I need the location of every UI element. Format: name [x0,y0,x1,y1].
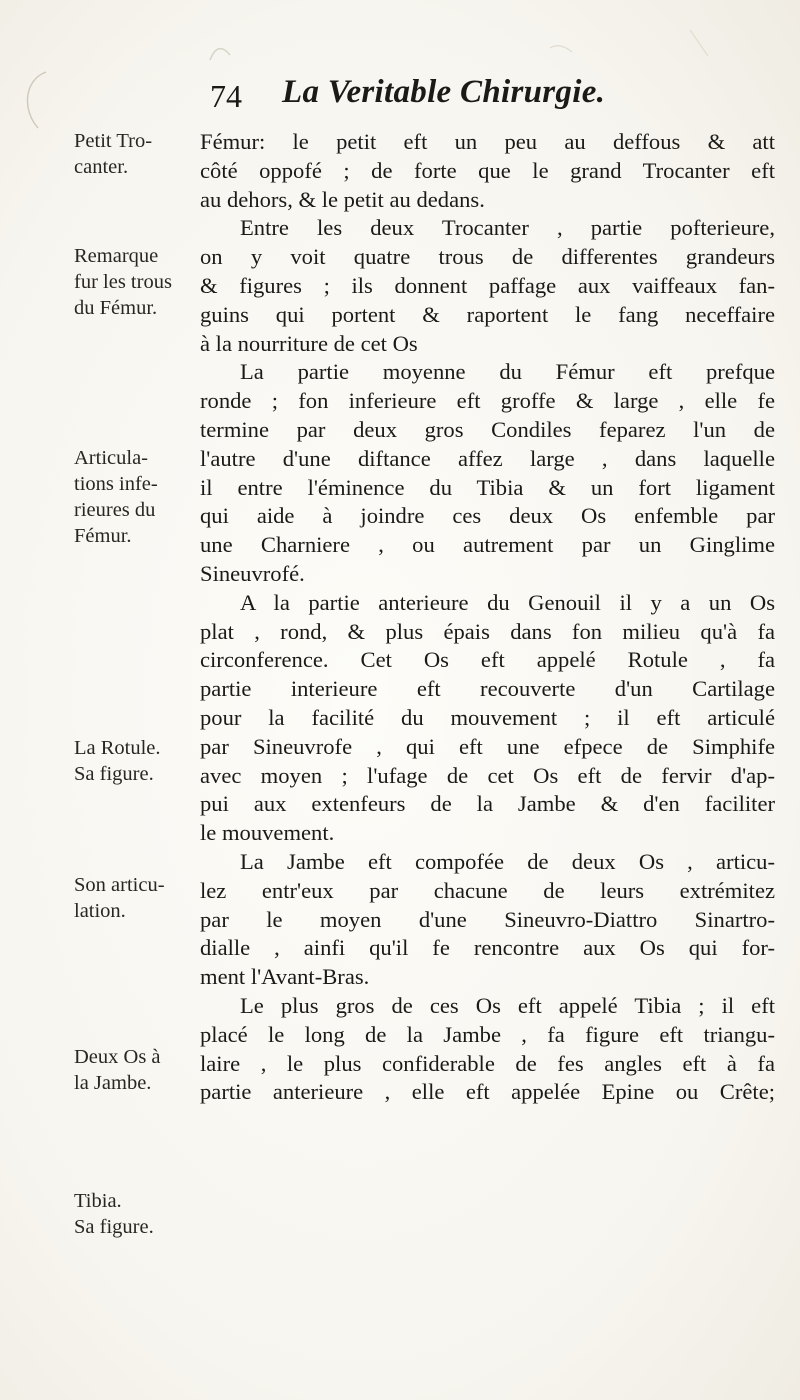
text-line: par le moyen d'une Sineuvro-Diattro Sinartro- [200,906,775,932]
text-line: partie interieure eft recouverte d'un Cartilage [200,676,775,702]
margin-note: Articula- tions infe- rieures du Fémur. [74,447,158,547]
text-line: une Charniere , ou autrement par un Ginglime [200,532,775,558]
text-line: La Jambe eft compofée de deux Os , articu- [240,848,775,874]
margin-note: Petit Tro- canter. [74,130,153,178]
running-title: La Veritable Chirurgie. [282,74,606,110]
body-text [200,128,775,1107]
text-line: La partie moyenne du Fémur eft prefque [240,359,775,385]
text-line: ronde ; fon inferieure eft groffe & large , elle fe [200,388,775,414]
text-line: plat , rond, & plus épais dans fon milieu qu'à fa [200,618,775,644]
show-through-marks [170,0,770,70]
margin-note: Tibia. Sa figure. [74,1190,154,1238]
text-line: côté oppofé ; de forte que le grand Trocanter eft [200,157,775,183]
text-line: circonference. Cet Os eft appelé Rotule , fa [200,647,775,673]
text-line: termine par deux gros Condiles feparez l'un de [200,416,775,442]
text-line: A la partie anterieure du Genouil il y a un Os [240,589,775,615]
text-line: laire , le plus confiderable de fes angles eft à fa [200,1050,775,1076]
text-line: pui aux extenfeurs de la Jambe & d'en faciliter [200,791,775,817]
text-line: dialle , ainfi qu'il fe rencontre aux Os qui for- [200,935,775,961]
text-line: Le plus gros de ces Os eft appelé Tibia ; il eft [240,992,775,1018]
text-line: partie anterieure , elle eft appelée Epine ou Crête; [200,1079,775,1105]
text-line: placé le long de la Jambe , fa figure eft triangu- [200,1021,775,1047]
margin-note: Son articu- lation. [74,874,165,922]
text-line: à la nourriture de cet Os [200,330,418,356]
text-line: le mouvement. [200,820,335,846]
text-line: l'autre d'une diftance affez large , dans laquelle [200,445,775,471]
text-line: lez entr'eux par chacune de leurs extrémitez [200,877,775,903]
text-line: pour la facilité du mouvement ; il eft articulé [200,704,775,730]
text-line: & figures ; ils donnent paffage aux vaiffeaux fan- [200,272,775,298]
page-number: 74 [210,78,242,114]
text-line: Fémur: le petit eft un peu au deffous & att [200,129,775,154]
text-line: par Sineuvrofe , qui eft une efpece de Simphife [200,733,775,759]
page-edge-curl [16,70,56,130]
text-line: qui aide à joindre ces deux Os enfemble par [200,503,775,529]
text-line: Entre les deux Trocanter , partie pofterieure, [240,215,775,241]
page-header [196,74,756,118]
margin-note: La Rotule. Sa figure. [74,737,161,785]
text-line: avec moyen ; l'ufage de cet Os eft de fervir d'ap- [200,762,775,788]
text-line: ment l'Avant-Bras. [200,964,370,990]
text-line: guins qui portent & raportent le fang neceffaire [200,301,775,327]
margin-note: Remarque fur les trous du Fémur. [74,245,172,319]
margin-note: Deux Os à la Jambe. [74,1046,161,1094]
text-line: au dehors, & le petit au dedans. [200,186,485,212]
text-line: on y voit quatre trous de differentes grandeurs [200,244,775,270]
text-line: Sineuvrofé. [200,560,305,586]
text-line: il entre l'éminence du Tibia & un fort ligament [200,474,775,500]
